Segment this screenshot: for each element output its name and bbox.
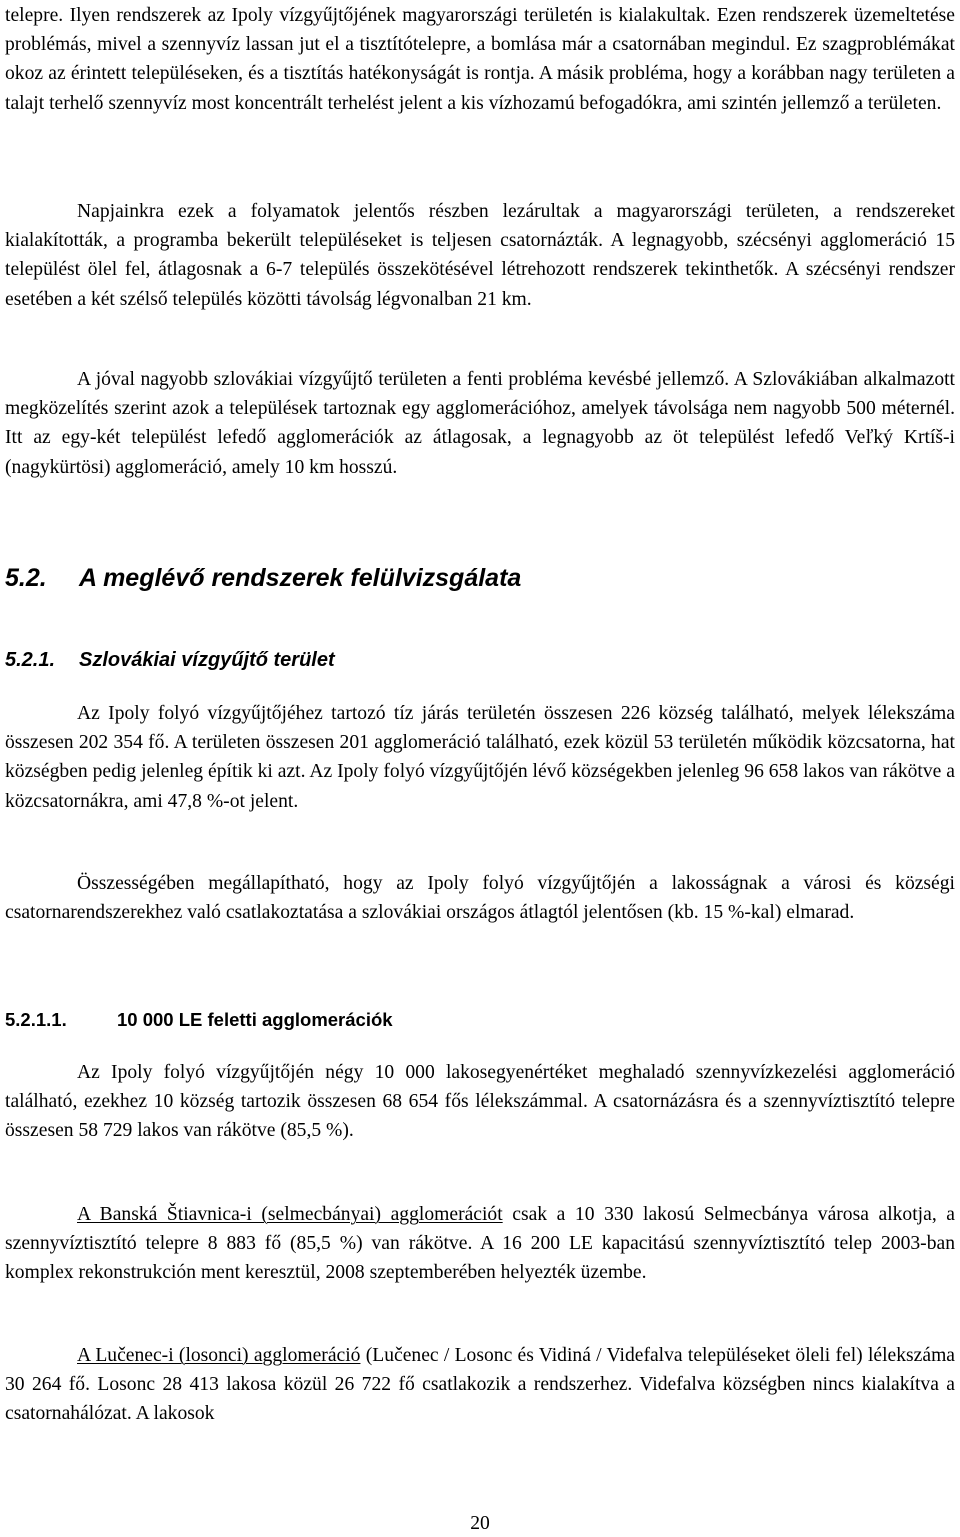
paragraph-text: Összességében megállapítható, hogy az Ipoly folyó vízgyűjtőjén a lakosságnak a városi és községi csatornarendszerekhez való csatlakoztatása a szlovákiai országos átlagtól jelentősen (kb. 15 %-kal) elmarad. xyxy=(5,873,955,924)
section-number: 5.2.1. xyxy=(5,649,56,671)
paragraph-lucenec xyxy=(5,1341,955,1429)
section-title: A meglévő rendszerek felülvizsgálata xyxy=(79,564,522,592)
section-title: Szlovákiai vízgyűjtő terület xyxy=(79,649,335,671)
underlined-agglomeration-name: A Lučenec-i (losonci) agglomeráció xyxy=(77,1345,361,1366)
section-heading-5-2 xyxy=(5,563,521,593)
paragraph-summary xyxy=(5,869,955,927)
section-number: 5.2. xyxy=(5,564,47,592)
underlined-agglomeration-name: A Banská Štiavnica-i (selmecbányai) agglomerációt xyxy=(77,1204,503,1225)
paragraph-slovak-approach xyxy=(5,365,955,482)
paragraph-text: csak a 10 330 lakosú Selmecbánya városa alkotja, a szennyvíztisztító telepre 8 883 fő (85,5 %) van rákötve. A 16 200 LE kapacitású szennyvíztisztító telep 2003-ban komplex rekonstrukción ment keresztül, 2008 szeptemberében helyezték üzembe. xyxy=(5,1204,955,1284)
paragraph-text: Napjainkra ezek a folyamatok jelentős részben lezárultak a magyarországi területen, a rendszereket kialakították, a programba bekerült településeket is teljesen csatornázták. A legnagyobb, szécsényi agglomeráció 15 települést ölel fel, átlagosnak a 6-7 település összekötésével létrehozott rendszerek tekinthetők. A szécsényi rendszer esetében a két szélső település közötti távolság légvonalban 21 km. xyxy=(5,201,955,310)
paragraph-banska-stiavnica xyxy=(5,1200,955,1288)
paragraph-slovak-catchment xyxy=(5,699,955,816)
paragraph-text: Az Ipoly folyó vízgyűjtőjéhez tartozó tíz járás területén összesen 226 község található, melyek lélekszáma összesen 202 354 fő. A területen összesen 201 agglomeráció található, ezek közül 53 területén működik közcsatorna, hat községben pedig jelenleg építik ki azt. Az Ipoly folyó vízgyűjtőjén lévő községekben jelenleg 96 658 lakos van rákötve a közcsatornákra, ami 47,8 %-ot jelent. xyxy=(5,703,955,812)
paragraph-hungarian-systems xyxy=(5,197,955,314)
paragraph-text: Az Ipoly folyó vízgyűjtőjén négy 10 000 lakosegyenértéket meghaladó szennyvízkezelési agglomeráció található, ezekhez 10 község tartozik összesen 68 654 fős lélekszámmal. A csatornázásra és a szennyvíztisztító telepre összesen 58 729 lakos van rákötve (85,5 %). xyxy=(5,1062,955,1142)
paragraph-intro-continued xyxy=(5,1,955,118)
paragraph-text: (Lučenec / Losonc és Vidiná / Videfalva településeket öleli fel) lélekszáma 30 264 fő. Losonc 28 413 lakosa közül 26 722 fő csatlakozik a rendszerhez. Videfalva községben nincs kialakítva a csatornahálózat. A lakosok xyxy=(5,1345,956,1425)
section-heading-5-2-1 xyxy=(5,647,335,673)
section-number: 5.2.1.1. xyxy=(5,1009,67,1030)
section-heading-5-2-1-1 xyxy=(5,1008,393,1032)
section-title: 10 000 LE feletti agglomerációk xyxy=(117,1009,393,1030)
paragraph-large-agglomerations xyxy=(5,1058,955,1146)
paragraph-text: telepre. Ilyen rendszerek az Ipoly vízgyűjtőjének magyarországi területén is kialakultak. Ezen rendszerek üzemeltetése problémás, mivel a szennyvíz lassan jut el a tisztítótelepre, a bomlása már a csatornában megindul. Ez szagproblémákat okoz az érintett településeken, és a tisztítás hatékonyságát is rontja. A másik probléma, hogy a korábban nagy területen a talajt terhelő szennyvíz most koncentrált terhelést jelent a kis vízhozamú befogadókra, ami szintén jellemző a területen. xyxy=(5,5,955,114)
page-number: 20 xyxy=(470,1513,490,1534)
paragraph-text: A jóval nagyobb szlovákiai vízgyűjtő területen a fenti probléma kevésbé jellemző. A Szlovákiában alkalmazott megközelítés szerint azok a települések tartoznak egy agglomerációhoz, amelyek távolsága nem nagyobb 500 méternél. Itt az egy-két települést lefedő agglomerációk az átlagosak, a legnagyobb az öt települést lefedő Veľký Krtíš-i (nagykürtösi) agglomeráció, amely 10 km hosszú. xyxy=(5,369,955,478)
